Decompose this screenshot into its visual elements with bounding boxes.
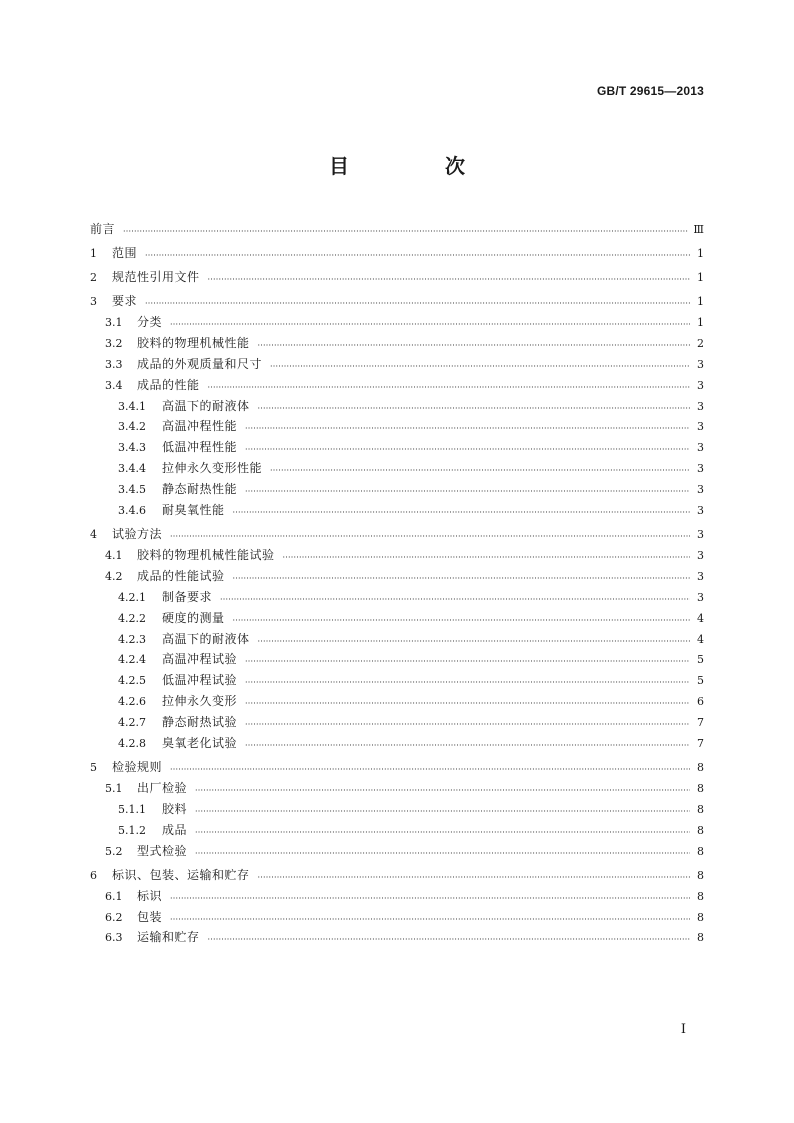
toc-entry-number: 6.1 [105, 889, 123, 903]
toc-entry-number: 5.1.2 [118, 823, 146, 837]
toc-entry-label: 低温冲程性能 [162, 440, 238, 455]
toc-entry-number: 3.4.5 [118, 483, 146, 497]
toc-entry-page: Ⅲ [693, 222, 704, 236]
toc-entry-label: 规范性引用文件 [112, 270, 200, 285]
toc-entry-label: 范围 [112, 245, 138, 260]
toc-entry[interactable] [90, 904, 704, 925]
toc-entry[interactable] [90, 264, 704, 285]
toc-entry-page: 3 [697, 549, 704, 562]
toc-entry-label: 拉伸永久变形 [162, 694, 238, 709]
dot-leader [195, 785, 690, 796]
toc-entry[interactable] [90, 688, 704, 709]
toc-entry-number: 3.2 [105, 336, 123, 350]
dot-leader [145, 250, 690, 261]
dot-leader [145, 298, 690, 309]
toc-entry[interactable] [90, 521, 704, 542]
toc-entry[interactable] [90, 796, 704, 817]
toc-entry-number: 3.4.4 [118, 462, 146, 476]
toc-entry-label: 低温冲程试验 [162, 673, 238, 688]
toc-entry-number: 3 [90, 295, 97, 309]
dot-leader [195, 848, 690, 859]
toc-entry[interactable] [90, 626, 704, 647]
toc-entry-label: 拉伸永久变形性能 [162, 461, 263, 476]
dot-leader [208, 382, 690, 393]
toc-entry[interactable] [90, 240, 704, 261]
toc-entry[interactable] [90, 497, 704, 518]
toc-entry-label: 静态耐热性能 [162, 482, 238, 497]
toc-entry-label: 高温下的耐液体 [162, 631, 250, 646]
toc-entry-label: 标识、包装、运输和贮存 [112, 867, 250, 882]
dot-leader [245, 486, 690, 497]
toc-entry[interactable] [90, 455, 704, 476]
toc-entry[interactable] [90, 372, 704, 393]
toc-entry-number: 3.3 [105, 357, 123, 371]
toc-entry[interactable] [90, 925, 704, 946]
toc-entry-number: 4.2.7 [118, 716, 146, 730]
toc-entry-number: 4.2.4 [118, 653, 146, 667]
dot-leader [170, 319, 690, 330]
toc-entry-page: 1 [697, 295, 704, 309]
toc-entry-label: 成品的性能 [137, 377, 200, 392]
toc-entry[interactable] [90, 476, 704, 497]
toc-entry[interactable] [90, 667, 704, 688]
toc-entry-label: 标识 [137, 888, 163, 903]
dot-leader [195, 806, 690, 817]
toc-entry-number: 3.4.6 [118, 504, 146, 518]
toc-entry-number: 1 [90, 246, 97, 260]
toc-entry-page: 3 [697, 420, 704, 434]
dot-leader [170, 531, 690, 542]
toc-entry[interactable] [90, 288, 704, 309]
toc-entry[interactable] [90, 862, 704, 883]
toc-entry-number: 5.1.1 [118, 802, 146, 816]
toc-entry-page: 3 [697, 378, 704, 392]
toc-entry-page: 8 [697, 889, 704, 903]
toc-entry-page: 3 [697, 462, 704, 476]
toc-entry-number: 3.4.2 [118, 420, 146, 434]
toc-entry-number: 6 [90, 868, 97, 882]
toc-entry[interactable] [90, 393, 704, 414]
toc-entry[interactable] [90, 584, 704, 605]
toc-entry-page: 8 [697, 931, 704, 945]
dot-leader [270, 361, 690, 372]
dot-leader [258, 636, 690, 647]
dot-leader [245, 444, 690, 455]
toc-entry[interactable] [90, 309, 704, 330]
dot-leader [170, 764, 690, 775]
dot-leader [208, 934, 690, 945]
toc-entry-label: 包装 [137, 909, 163, 924]
toc-entry-page: 7 [697, 737, 704, 751]
toc-entry-label: 试验方法 [112, 527, 163, 542]
toc-entry-label: 型式检验 [137, 843, 188, 858]
dot-leader [123, 226, 689, 237]
toc-entry[interactable] [90, 216, 704, 237]
toc-entry[interactable] [90, 817, 704, 838]
toc-entry[interactable] [90, 414, 704, 435]
toc-entry-page: 8 [697, 781, 704, 795]
toc-entry-page: 1 [697, 271, 704, 285]
toc-entry-page: 3 [697, 483, 704, 497]
toc-entry-label: 耐臭氧性能 [162, 503, 225, 518]
toc-entry-number: 4.2.3 [118, 632, 146, 646]
toc-entry-number: 5.1 [105, 781, 123, 795]
toc-entry[interactable] [90, 647, 704, 668]
toc-entry-number: 4.2 [105, 569, 123, 583]
toc-entry-label: 要求 [112, 294, 138, 309]
toc-entry-number: 4.2.2 [118, 611, 146, 625]
toc-entry-label: 检验规则 [112, 760, 163, 775]
toc-entry-page: 3 [697, 504, 704, 518]
toc-entry-page: 3 [697, 569, 704, 583]
dot-leader [195, 827, 690, 838]
toc-entry-page: 3 [697, 528, 704, 542]
toc-entry-number: 4.1 [105, 549, 123, 562]
dot-leader [258, 340, 690, 351]
page-title: 目 次 [329, 154, 503, 178]
toc-entry-page: 8 [697, 823, 704, 837]
toc-entry-page: 8 [697, 802, 704, 816]
toc-entry-label: 运输和贮存 [137, 930, 200, 945]
toc-entry-number: 4.2.1 [118, 590, 146, 604]
toc-entry-number: 2 [90, 271, 97, 285]
toc-entry[interactable] [90, 434, 704, 455]
dot-leader [170, 893, 690, 904]
toc-entry-number: 3.4 [105, 378, 123, 392]
toc-entry-page: 8 [697, 910, 704, 924]
toc-entry-page: 2 [697, 336, 704, 350]
toc-entry-page: 3 [697, 357, 704, 371]
toc-entry-page: 1 [697, 246, 704, 260]
dot-leader [270, 465, 690, 476]
toc-entry-number: 4.2.8 [118, 737, 146, 751]
toc-entry[interactable] [90, 709, 704, 730]
toc-entry[interactable] [90, 351, 704, 372]
dot-leader [245, 719, 690, 730]
toc-entry-page: 5 [697, 674, 704, 688]
toc-entry-number: 4 [90, 528, 97, 542]
toc-entry-page: 3 [697, 441, 704, 455]
table-of-contents [90, 216, 704, 945]
toc-entry-label: 制备要求 [162, 589, 213, 604]
dot-leader [170, 914, 690, 925]
toc-entry[interactable] [90, 730, 704, 751]
toc-entry-label: 前言 [90, 221, 116, 236]
toc-entry-page: 4 [697, 611, 704, 625]
toc-entry-label: 成品 [162, 822, 188, 837]
toc-entry-label: 高温冲程试验 [162, 652, 238, 667]
dot-leader [233, 507, 690, 518]
toc-entry-label: 胶料的物理机械性能 [137, 335, 250, 350]
toc-entry-label: 出厂检验 [137, 780, 188, 795]
toc-entry[interactable] [90, 563, 704, 584]
toc-entry-number: 3.1 [105, 316, 123, 330]
toc-entry-label: 胶料 [162, 801, 188, 816]
toc-entry-label: 高温下的耐液体 [162, 398, 250, 413]
toc-entry-page: 8 [697, 761, 704, 775]
dot-leader [258, 403, 690, 414]
toc-entry-number: 3.4.3 [118, 441, 146, 455]
toc-entry-page: 8 [697, 868, 704, 882]
toc-entry-page: 7 [697, 716, 704, 730]
toc-entry[interactable] [90, 330, 704, 351]
toc-entry[interactable] [90, 605, 704, 626]
dot-leader [233, 573, 690, 584]
toc-entry-page: 5 [697, 653, 704, 667]
toc-entry-label: 硬度的测量 [162, 610, 225, 625]
toc-entry-label: 成品的性能试验 [137, 568, 225, 583]
toc-entry[interactable] [90, 883, 704, 904]
toc-entry-label: 分类 [137, 315, 163, 330]
dot-leader [258, 872, 690, 883]
toc-entry[interactable] [90, 754, 704, 775]
dot-leader [245, 656, 690, 667]
toc-entry-number: 5 [90, 761, 97, 775]
dot-leader [233, 615, 690, 626]
toc-entry[interactable] [90, 542, 704, 563]
toc-entry-page: 3 [697, 590, 704, 604]
dot-leader [220, 594, 690, 605]
toc-entry-page: 4 [697, 632, 704, 646]
toc-entry-number: 3.4.1 [118, 399, 146, 413]
toc-entry[interactable] [90, 838, 704, 859]
toc-entry-number: 5.2 [105, 844, 123, 858]
toc-entry[interactable] [90, 775, 704, 796]
toc-entry-number: 4.2.5 [118, 674, 146, 688]
dot-leader [245, 677, 690, 688]
dot-leader [208, 274, 690, 285]
dot-leader [283, 552, 690, 563]
dot-leader [245, 740, 690, 751]
toc-entry-page: 6 [697, 695, 704, 709]
footer-page-number: I [680, 1022, 686, 1037]
toc-entry-number: 4.2.6 [118, 695, 146, 709]
toc-entry-label: 臭氧老化试验 [162, 736, 238, 751]
dot-leader [245, 423, 690, 434]
toc-entry-label: 高温冲程性能 [162, 419, 238, 434]
toc-entry-number: 6.3 [105, 931, 123, 945]
standard-number: GB/T 29615—2013 [596, 84, 704, 98]
dot-leader [245, 698, 690, 709]
toc-entry-label: 胶料的物理机械性能试验 [137, 548, 275, 562]
toc-entry-page: 1 [697, 316, 704, 330]
toc-entry-page: 8 [697, 844, 704, 858]
toc-entry-label: 成品的外观质量和尺寸 [137, 356, 263, 371]
toc-entry-label: 静态耐热试验 [162, 715, 238, 730]
toc-entry-page: 3 [697, 399, 704, 413]
toc-entry-number: 6.2 [105, 910, 123, 924]
